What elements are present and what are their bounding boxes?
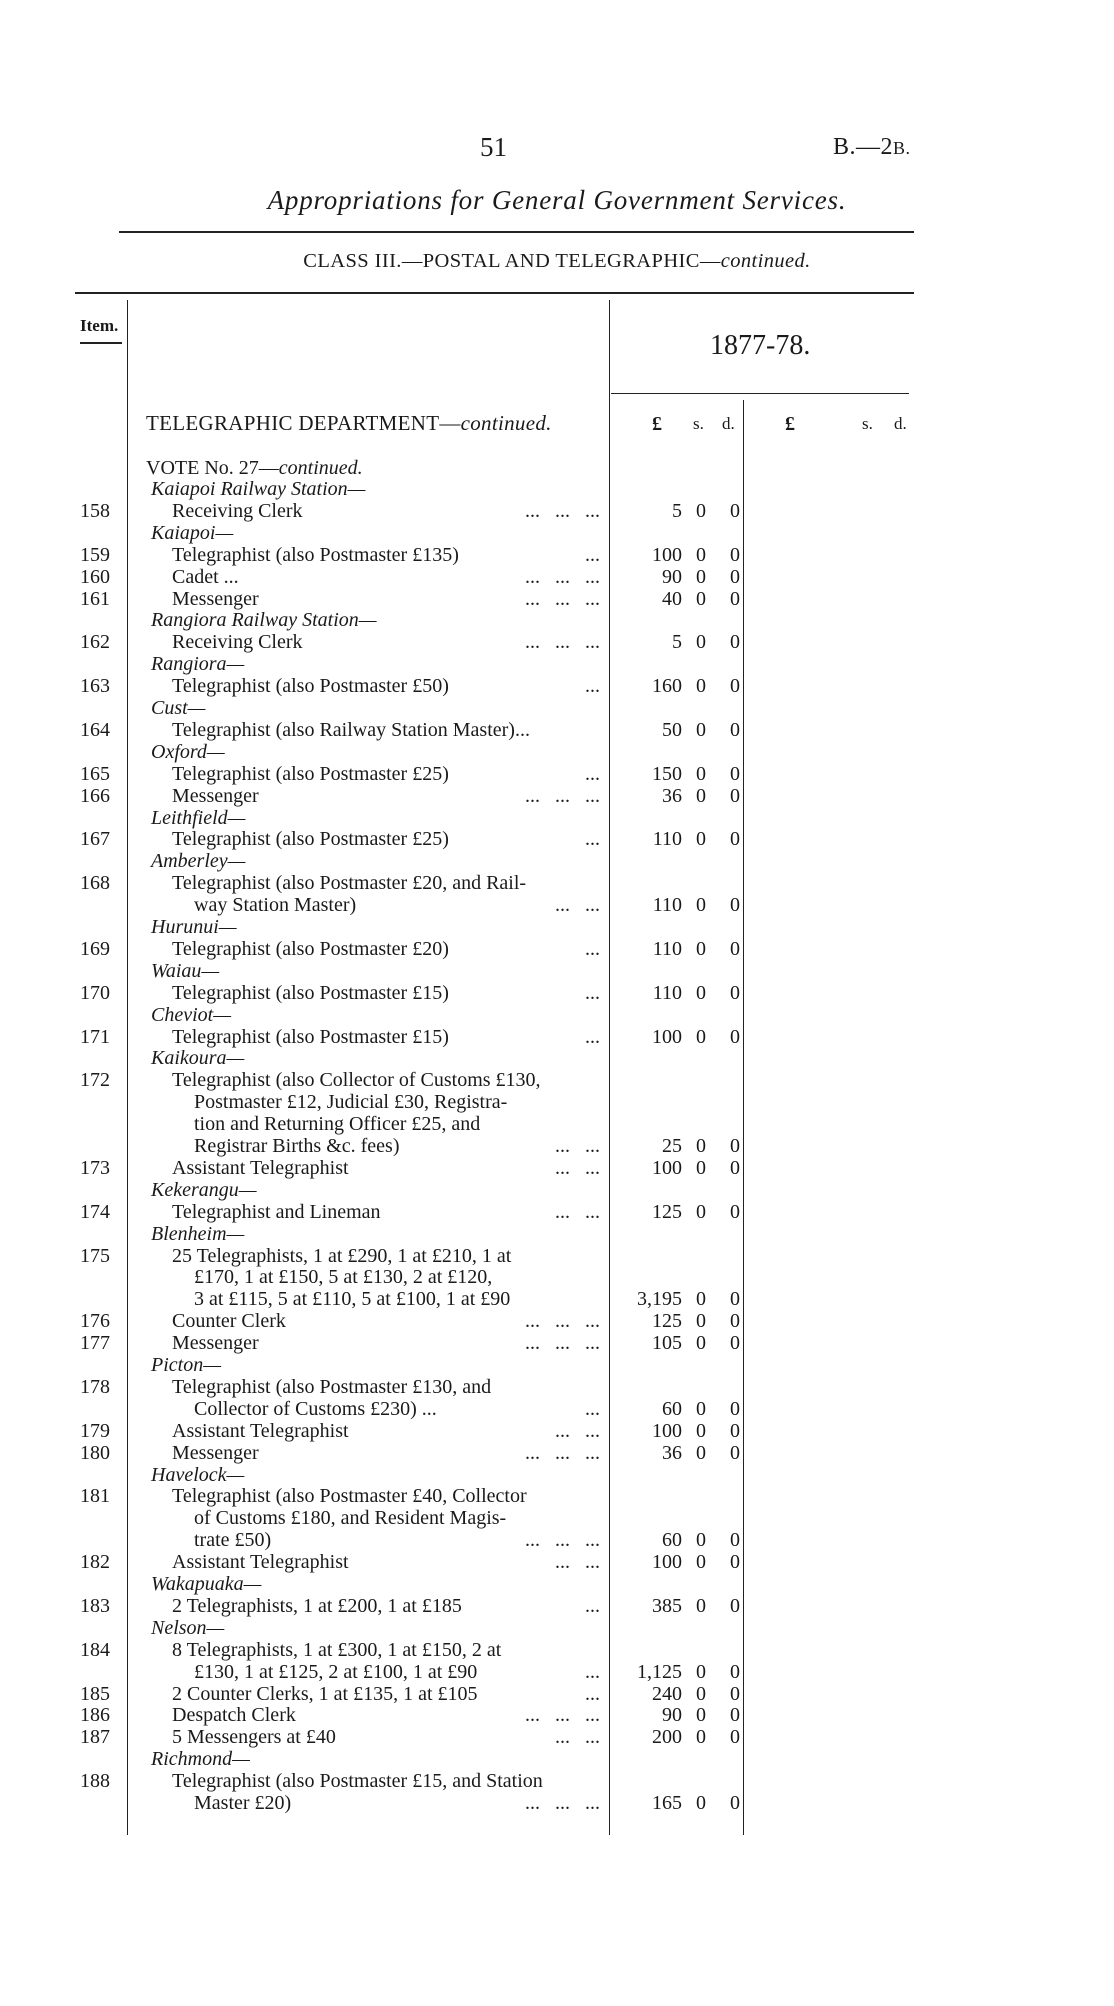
amount-pounds: 105 <box>652 1332 682 1355</box>
amount-pounds: 60 <box>662 1397 682 1420</box>
amount-pence: 0 <box>730 1551 740 1574</box>
amount-pounds: 110 <box>652 828 682 851</box>
amount-shillings: 0 <box>696 1156 706 1179</box>
description-text: Messenger <box>172 1441 259 1464</box>
shilling-column-header-2: s. <box>862 414 873 433</box>
item-description <box>172 1683 600 1705</box>
description-text: Assistant Telegraphist <box>172 1551 349 1574</box>
amount-pounds: 200 <box>652 1726 682 1749</box>
station-heading: Wakapuaka— <box>151 1573 262 1595</box>
leader-dots: ... ... <box>555 1726 600 1749</box>
leader-dots: ... <box>585 937 600 960</box>
amount-pounds: 90 <box>662 565 682 588</box>
amount-shillings: 0 <box>696 784 706 807</box>
amount-pence: 0 <box>730 784 740 807</box>
item-number: 171 <box>80 1025 110 1048</box>
description-text: Telegraphist (also Postmaster £20) <box>172 937 449 960</box>
item-number: 166 <box>80 784 110 807</box>
amount-shillings: 0 <box>696 981 706 1004</box>
first-amount-divider <box>743 400 744 1835</box>
amount-pounds: 5 <box>672 631 682 654</box>
item-number: 176 <box>80 1310 110 1333</box>
pence-column-header-1: d. <box>722 414 735 433</box>
pound-column-header-2: £ <box>785 413 795 435</box>
amount-pounds: 100 <box>652 1156 682 1179</box>
station-heading: Kaikoura— <box>151 1047 245 1070</box>
amount-shillings: 0 <box>696 937 706 960</box>
amount-shillings: 0 <box>696 587 706 610</box>
amount-shillings: 0 <box>696 1660 706 1683</box>
amount-shillings: 0 <box>696 631 706 654</box>
station-heading: Kaiapoi Railway Station— <box>151 478 366 500</box>
amount-pounds: 25 <box>662 1135 682 1157</box>
description-text: Receiving Clerk <box>172 631 303 654</box>
amount-pence: 0 <box>730 587 740 610</box>
amount-pounds: 110 <box>652 894 682 917</box>
item-number: 164 <box>80 718 110 741</box>
page-title: Appropriations for General Government Services. <box>267 185 847 215</box>
item-number: 184 <box>80 1638 110 1661</box>
station-heading: Rangiora Railway Station— <box>151 609 377 632</box>
amount-pounds: 60 <box>662 1529 682 1552</box>
amount-pence: 0 <box>730 675 740 698</box>
item-number: 188 <box>80 1770 110 1793</box>
amount-shillings: 0 <box>696 1310 706 1333</box>
amount-pence: 0 <box>730 1025 740 1048</box>
station-heading: Blenheim— <box>151 1222 245 1245</box>
amount-pence: 0 <box>730 1726 740 1749</box>
item-description <box>172 1310 600 1332</box>
item-description: of Customs £180, and Resident Magis- <box>194 1507 507 1530</box>
reference-suffix: B. <box>893 138 911 158</box>
amount-pounds: 100 <box>652 543 682 566</box>
item-description <box>172 1704 600 1726</box>
item-number: 169 <box>80 937 110 960</box>
document-reference <box>833 134 911 161</box>
item-description <box>172 982 600 1004</box>
amount-shillings: 0 <box>696 1397 706 1420</box>
department-heading <box>146 411 552 436</box>
leader-dots: ... <box>585 1660 600 1683</box>
amount-pence: 0 <box>730 1704 740 1727</box>
leader-dots: ... ... ... <box>525 1792 600 1814</box>
year-rule <box>611 393 909 394</box>
amount-pence: 0 <box>730 565 740 588</box>
amount-pounds: 36 <box>662 784 682 807</box>
amount-pounds: 100 <box>652 1025 682 1048</box>
item-description <box>172 1201 600 1223</box>
leader-dots: ... ... <box>555 1419 600 1442</box>
amount-shillings: 0 <box>696 675 706 698</box>
description-text: trate £50) <box>194 1529 272 1552</box>
amount-shillings: 0 <box>696 1792 706 1814</box>
amount-pence: 0 <box>730 894 740 917</box>
amount-pence: 0 <box>730 1792 740 1814</box>
item-number: 172 <box>80 1069 110 1092</box>
amount-pence: 0 <box>730 762 740 785</box>
leader-dots: ... ... ... <box>525 784 600 807</box>
item-description <box>172 1442 600 1464</box>
amount-pounds: 160 <box>652 675 682 698</box>
amount-pounds: 3,195 <box>637 1288 682 1311</box>
amount-shillings: 0 <box>696 565 706 588</box>
amount-shillings: 0 <box>696 1200 706 1223</box>
amount-shillings: 0 <box>696 894 706 917</box>
amount-pence: 0 <box>730 718 740 741</box>
amount-pence: 0 <box>730 1156 740 1179</box>
amount-shillings: 0 <box>696 1529 706 1552</box>
description-text: Master £20) <box>194 1792 292 1814</box>
amount-pounds: 165 <box>652 1792 682 1814</box>
item-description <box>172 1332 600 1354</box>
amount-shillings: 0 <box>696 1441 706 1464</box>
title-rule <box>119 231 914 233</box>
leader-dots: ... ... ... <box>525 499 600 522</box>
item-number: 160 <box>80 565 110 588</box>
amount-pence: 0 <box>730 1441 740 1464</box>
amount-pence: 0 <box>730 1288 740 1311</box>
amount-pounds: 110 <box>652 981 682 1004</box>
reference-main: B.—2 <box>833 134 894 160</box>
amount-shillings: 0 <box>696 543 706 566</box>
amount-pounds: 110 <box>652 937 682 960</box>
amount-shillings: 0 <box>696 1288 706 1311</box>
item-number: 168 <box>80 872 110 895</box>
amount-pounds: 240 <box>652 1682 682 1705</box>
amount-pounds: 100 <box>652 1551 682 1574</box>
amount-shillings: 0 <box>696 718 706 741</box>
amount-pence: 0 <box>730 1200 740 1223</box>
amount-pence: 0 <box>730 631 740 654</box>
station-heading: Richmond— <box>151 1748 250 1771</box>
item-number: 159 <box>80 543 110 566</box>
item-number: 183 <box>80 1594 110 1617</box>
description-text: Assistant Telegraphist <box>172 1419 349 1442</box>
item-description: Telegraphist (also Postmaster £40, Collector <box>172 1485 527 1508</box>
item-description <box>194 1529 600 1551</box>
amount-shillings: 0 <box>696 1135 706 1157</box>
station-heading: Picton— <box>151 1354 221 1376</box>
item-column-header: Item. <box>80 316 119 335</box>
leader-dots: ... ... <box>555 1551 600 1574</box>
leader-dots: ... <box>585 675 600 698</box>
item-description <box>194 1398 600 1420</box>
station-heading: Cust— <box>151 697 206 719</box>
class-heading <box>0 250 1114 273</box>
vote-heading <box>146 457 363 480</box>
item-number: 179 <box>80 1419 110 1442</box>
leader-dots: ... ... ... <box>525 1441 600 1464</box>
amount-pence: 0 <box>730 1310 740 1333</box>
item-description <box>172 763 600 785</box>
item-description <box>194 1135 600 1157</box>
item-number: 182 <box>80 1551 110 1574</box>
description-text: 2 Counter Clerks, 1 at £135, 1 at £105 <box>172 1682 478 1705</box>
amount-pounds: 1,125 <box>637 1660 682 1683</box>
item-number: 177 <box>80 1332 110 1355</box>
item-number: 181 <box>80 1485 110 1508</box>
amount-pence: 0 <box>730 1682 740 1705</box>
item-description: 3 at £115, 5 at £110, 5 at £100, 1 at £90 <box>194 1288 511 1311</box>
amount-shillings: 0 <box>696 1419 706 1442</box>
page-number: 51 <box>480 132 507 162</box>
item-description: 25 Telegraphists, 1 at £290, 1 at £210, 1 at <box>172 1244 512 1267</box>
item-number: 167 <box>80 828 110 851</box>
description-text: way Station Master) <box>194 894 357 917</box>
item-number: 185 <box>80 1682 110 1705</box>
item-description <box>172 938 600 960</box>
item-description <box>172 675 600 697</box>
department-title: TELEGRAPHIC DEPARTMENT— <box>146 411 461 435</box>
pence-column-header-2: d. <box>894 414 907 433</box>
item-description: Telegraphist (also Postmaster £20, and Rail- <box>172 872 527 895</box>
amount-pounds: 36 <box>662 1441 682 1464</box>
item-number: 174 <box>80 1200 110 1223</box>
item-description <box>172 828 600 850</box>
description-text: Telegraphist (also Postmaster £25) <box>172 762 449 785</box>
item-number: 173 <box>80 1156 110 1179</box>
amount-shillings: 0 <box>696 1551 706 1574</box>
leader-dots: ... <box>585 1682 600 1705</box>
station-heading: Amberley— <box>151 850 246 873</box>
station-heading: Havelock— <box>151 1463 245 1486</box>
description-text: 2 Telegraphists, 1 at £200, 1 at £185 <box>172 1594 462 1617</box>
leader-dots: ... ... ... <box>525 587 600 610</box>
item-number: 170 <box>80 981 110 1004</box>
description-text: Telegraphist (also Postmaster £15) <box>172 981 449 1004</box>
station-heading: Rangiora— <box>151 653 245 676</box>
leader-dots: ... ... ... <box>525 565 600 588</box>
description-text: Registrar Births &c. fees) <box>194 1135 400 1157</box>
leader-dots: ... ... <box>555 894 600 917</box>
amount-shillings: 0 <box>696 499 706 522</box>
station-heading: Nelson— <box>151 1616 225 1639</box>
amount-pence: 0 <box>730 1332 740 1355</box>
item-description <box>172 500 600 522</box>
leader-dots: ... ... <box>555 1135 600 1157</box>
item-description <box>172 1726 600 1748</box>
amount-pence: 0 <box>730 1135 740 1157</box>
vote-label: VOTE No. 27— <box>146 457 279 479</box>
station-heading: Kekerangu— <box>151 1178 257 1201</box>
leader-dots: ... ... ... <box>525 631 600 654</box>
item-description: Telegraphist (also Collector of Customs £130, <box>172 1069 541 1092</box>
description-text: Receiving Clerk <box>172 499 303 522</box>
amount-shillings: 0 <box>696 828 706 851</box>
leader-dots: ... ... ... <box>525 1310 600 1333</box>
item-description <box>172 1420 600 1442</box>
leader-dots: ... ... ... <box>525 1529 600 1552</box>
amount-pounds: 125 <box>652 1310 682 1333</box>
item-number: 158 <box>80 499 110 522</box>
description-text: Telegraphist and Lineman <box>172 1200 381 1223</box>
amount-pounds: 385 <box>652 1594 682 1617</box>
item-description: Postmaster £12, Judicial £30, Registra- <box>194 1091 508 1114</box>
table-top-rule <box>75 292 914 294</box>
pound-column-header-1: £ <box>652 413 662 435</box>
item-number: 161 <box>80 587 110 610</box>
item-description: tion and Returning Officer £25, and <box>194 1113 481 1136</box>
item-number: 175 <box>80 1244 110 1267</box>
description-text: Telegraphist (also Postmaster £50) <box>172 675 449 698</box>
item-description <box>172 785 600 807</box>
leader-dots: ... <box>585 762 600 785</box>
description-text: Cadet ... <box>172 565 239 588</box>
item-number: 165 <box>80 762 110 785</box>
leader-dots: ... ... <box>555 1156 600 1179</box>
leader-dots: ... <box>585 1594 600 1617</box>
station-heading: Leithfield— <box>151 806 246 829</box>
description-text: Telegraphist (also Postmaster £25) <box>172 828 449 851</box>
item-description: Telegraphist (also Postmaster £130, and <box>172 1375 492 1398</box>
item-description <box>172 588 600 610</box>
description-text: Telegraphist (also Postmaster £135) <box>172 543 459 566</box>
item-description <box>172 1026 600 1048</box>
description-text: Messenger <box>172 1332 259 1355</box>
amount-shillings: 0 <box>696 1704 706 1727</box>
item-description: 8 Telegraphists, 1 at £300, 1 at £150, 2 at <box>172 1638 502 1661</box>
station-heading: Oxford— <box>151 740 225 763</box>
amount-pence: 0 <box>730 543 740 566</box>
item-number: 186 <box>80 1704 110 1727</box>
description-text: Messenger <box>172 587 259 610</box>
leader-dots: ... ... <box>555 1200 600 1223</box>
item-number: 162 <box>80 631 110 654</box>
class-suffix: continued. <box>720 250 811 272</box>
description-text: Counter Clerk <box>172 1310 286 1333</box>
leader-dots: ... <box>585 828 600 851</box>
amount-pounds: 150 <box>652 762 682 785</box>
item-description: Telegraphist (also Railway Station Master)... <box>172 718 530 741</box>
description-text: Messenger <box>172 784 259 807</box>
amount-pence: 0 <box>730 1594 740 1617</box>
item-column-divider <box>127 300 128 1835</box>
description-text: Assistant Telegraphist <box>172 1156 349 1179</box>
shilling-column-header-1: s. <box>693 414 704 433</box>
year-header: 1877-78. <box>710 330 811 361</box>
item-description: £170, 1 at £150, 5 at £130, 2 at £120, <box>194 1266 493 1289</box>
description-text: 5 Messengers at £40 <box>172 1726 336 1749</box>
item-description <box>172 1551 600 1573</box>
station-heading: Kaiapoi— <box>151 521 234 544</box>
amount-pence: 0 <box>730 1419 740 1442</box>
amount-shillings: 0 <box>696 1682 706 1705</box>
amount-pounds: 90 <box>662 1704 682 1727</box>
item-description <box>194 1661 600 1683</box>
item-number: 180 <box>80 1441 110 1464</box>
amount-pence: 0 <box>730 499 740 522</box>
leader-dots: ... <box>585 1025 600 1048</box>
leader-dots: ... ... ... <box>525 1332 600 1355</box>
item-description <box>172 1595 600 1617</box>
amount-shillings: 0 <box>696 1025 706 1048</box>
item-header-underline <box>80 342 122 344</box>
station-heading: Waiau— <box>151 959 220 982</box>
amount-pence: 0 <box>730 1397 740 1420</box>
description-text: Collector of Customs £230) ... <box>194 1397 437 1420</box>
description-text: Telegraphist (also Postmaster £15) <box>172 1025 449 1048</box>
amount-pence: 0 <box>730 828 740 851</box>
item-number: 178 <box>80 1375 110 1398</box>
amount-shillings: 0 <box>696 1332 706 1355</box>
amount-pounds: 5 <box>672 499 682 522</box>
amount-pence: 0 <box>730 981 740 1004</box>
amount-pence: 0 <box>730 1529 740 1552</box>
amount-shillings: 0 <box>696 1594 706 1617</box>
amount-pounds: 125 <box>652 1200 682 1223</box>
leader-dots: ... ... ... <box>525 1704 600 1727</box>
department-suffix: continued. <box>460 411 552 435</box>
description-text: Despatch Clerk <box>172 1704 296 1727</box>
vote-suffix: continued. <box>278 457 363 479</box>
amount-pounds: 100 <box>652 1419 682 1442</box>
description-text: £130, 1 at £125, 2 at £100, 1 at £90 <box>194 1660 478 1683</box>
amount-pounds: 40 <box>662 587 682 610</box>
amount-shillings: 0 <box>696 762 706 785</box>
amount-pence: 0 <box>730 1660 740 1683</box>
item-description <box>194 894 600 916</box>
amount-pounds: 50 <box>662 718 682 741</box>
leader-dots: ... <box>585 543 600 566</box>
item-description <box>172 1157 600 1179</box>
leader-dots: ... <box>585 1397 600 1420</box>
amount-pence: 0 <box>730 937 740 960</box>
item-description <box>172 631 600 653</box>
station-heading: Hurunui— <box>151 916 237 938</box>
item-description <box>172 566 600 588</box>
station-heading: Cheviot— <box>151 1003 231 1026</box>
class-title: CLASS III.—POSTAL AND TELEGRAPHIC— <box>303 250 721 272</box>
amount-shillings: 0 <box>696 1726 706 1749</box>
item-number: 163 <box>80 675 110 698</box>
item-description <box>172 544 600 566</box>
leader-dots: ... <box>585 981 600 1004</box>
item-description <box>194 1792 600 1814</box>
item-number: 187 <box>80 1726 110 1749</box>
item-description: Telegraphist (also Postmaster £15, and Station <box>172 1770 543 1793</box>
